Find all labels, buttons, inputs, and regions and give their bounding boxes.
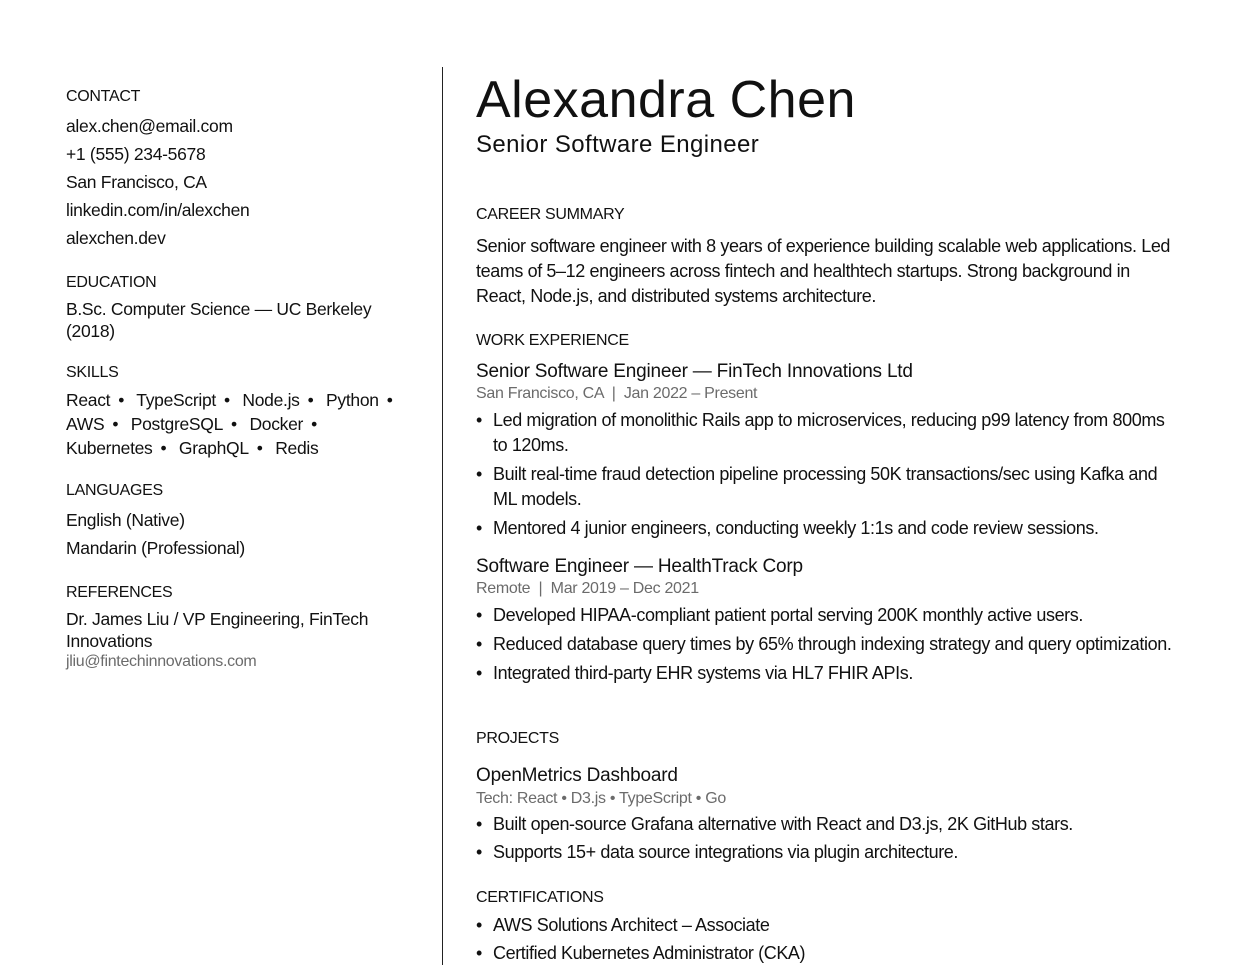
sidebar-column: [66, 86, 406, 692]
languages-heading: LANGUAGES: [66, 482, 163, 499]
project-bullet: • Built open-source Grafana alternative with React and D3.js, 2K GitHub stars.: [476, 812, 1181, 837]
job-meta: Remote | Mar 2019 – Dec 2021: [476, 580, 699, 597]
references-section: [66, 582, 406, 672]
skill-item: GraphQL: [178, 438, 249, 458]
job-bullets: [476, 408, 1181, 541]
skills-section: [66, 362, 406, 460]
job-bullet: • Led migration of monolithic Rails app to microservices, reducing p99 latency from 800ms to 120ms.: [476, 408, 1181, 458]
languages-section: [66, 480, 406, 562]
skill-item: Node.js: [242, 390, 300, 410]
project-bullet: • Supports 15+ data source integrations via plugin architecture.: [476, 840, 1181, 865]
skill-item: Python: [326, 390, 379, 410]
education-heading: EDUCATION: [66, 274, 157, 291]
job-bullet: • Reduced database query times by 65% through indexing strategy and query optimization.: [476, 632, 1181, 657]
project-bullets: [476, 812, 1181, 865]
skill-separator: •: [112, 414, 119, 434]
certifications-section: [476, 887, 1181, 966]
reference-person: Dr. James Liu / VP Engineering, FinTech Innovations: [66, 609, 369, 651]
skill-item: React: [66, 390, 111, 410]
candidate-title: Senior Software Engineer: [476, 131, 760, 158]
skill-separator: •: [160, 438, 167, 458]
skills-heading: SKILLS: [66, 364, 119, 381]
career-summary-section: [476, 204, 1181, 309]
skill-item: Kubernetes: [66, 438, 153, 458]
skill-item: Redis: [275, 438, 319, 458]
language-item: English (Native): [66, 510, 185, 530]
summary-text: Senior software engineer with 8 years of experience building scalable web applications. Led teams of 5–12 engineers across fintech and healthtech startups. Strong background in React, Node.js, and distributed systems architecture.: [476, 236, 1171, 306]
project-tech: Tech: React • D3.js • TypeScript • Go: [476, 790, 726, 807]
job-entry: [476, 360, 1181, 541]
job-meta: San Francisco, CA | Jan 2022 – Present: [476, 385, 758, 402]
job-bullet: • Mentored 4 junior engineers, conducting weekly 1:1s and code review sessions.: [476, 516, 1181, 541]
job-bullet: • Integrated third-party EHR systems via HL7 FHIR APIs.: [476, 661, 1181, 686]
projects-section: [476, 728, 1181, 865]
language-item: Mandarin (Professional): [66, 538, 245, 558]
education-degree: B.Sc. Computer Science — UC Berkeley (2018): [66, 299, 372, 341]
education-section: [66, 272, 406, 342]
certification-item: • Certified Kubernetes Administrator (CKA): [476, 941, 1181, 966]
column-divider: [442, 67, 443, 965]
experience-heading: WORK EXPERIENCE: [476, 332, 629, 349]
skill-item: Docker: [249, 414, 304, 434]
job-bullet: • Developed HIPAA-compliant patient portal serving 200K monthly active users.: [476, 603, 1181, 628]
skill-separator: •: [386, 390, 393, 410]
projects-heading: PROJECTS: [476, 730, 559, 747]
contact-heading: CONTACT: [66, 88, 141, 105]
reference-email[interactable]: jliu@fintechinnovations.com: [66, 653, 257, 670]
candidate-name: Alexandra Chen: [476, 71, 856, 129]
skill-item: PostgreSQL: [130, 414, 224, 434]
main-column: [476, 70, 1181, 966]
skill-separator: •: [311, 414, 317, 434]
skill-separator: •: [223, 390, 230, 410]
summary-heading: CAREER SUMMARY: [476, 206, 625, 223]
skill-separator: •: [256, 438, 263, 458]
contact-linkedin[interactable]: linkedin.com/in/alexchen: [66, 200, 250, 220]
skill-separator: •: [231, 414, 237, 434]
certification-item: • AWS Solutions Architect – Associate: [476, 913, 1181, 938]
contact-website[interactable]: alexchen.dev: [66, 228, 166, 248]
skill-separator: •: [118, 390, 125, 410]
certifications-heading: CERTIFICATIONS: [476, 889, 604, 906]
job-entry: [476, 555, 1181, 686]
project-name: OpenMetrics Dashboard: [476, 765, 678, 786]
work-experience-section: [476, 330, 1181, 686]
skills-list: [66, 388, 406, 460]
contact-phone[interactable]: +1 (555) 234-5678: [66, 144, 206, 164]
job-title: Senior Software Engineer — FinTech Innovations Ltd: [476, 361, 913, 382]
skill-separator: •: [307, 390, 314, 410]
contact-location: San Francisco, CA: [66, 172, 207, 192]
contact-email[interactable]: alex.chen@email.com: [66, 116, 233, 136]
job-bullet: • Built real-time fraud detection pipeline processing 50K transactions/sec using Kafka and ML models.: [476, 462, 1181, 512]
references-heading: REFERENCES: [66, 584, 173, 601]
skill-item: TypeScript: [136, 390, 216, 410]
job-title: Software Engineer — HealthTrack Corp: [476, 556, 803, 577]
job-bullets: [476, 603, 1181, 686]
certification-list: [476, 913, 1181, 966]
contact-section: [66, 86, 406, 252]
skill-item: AWS: [66, 414, 105, 434]
